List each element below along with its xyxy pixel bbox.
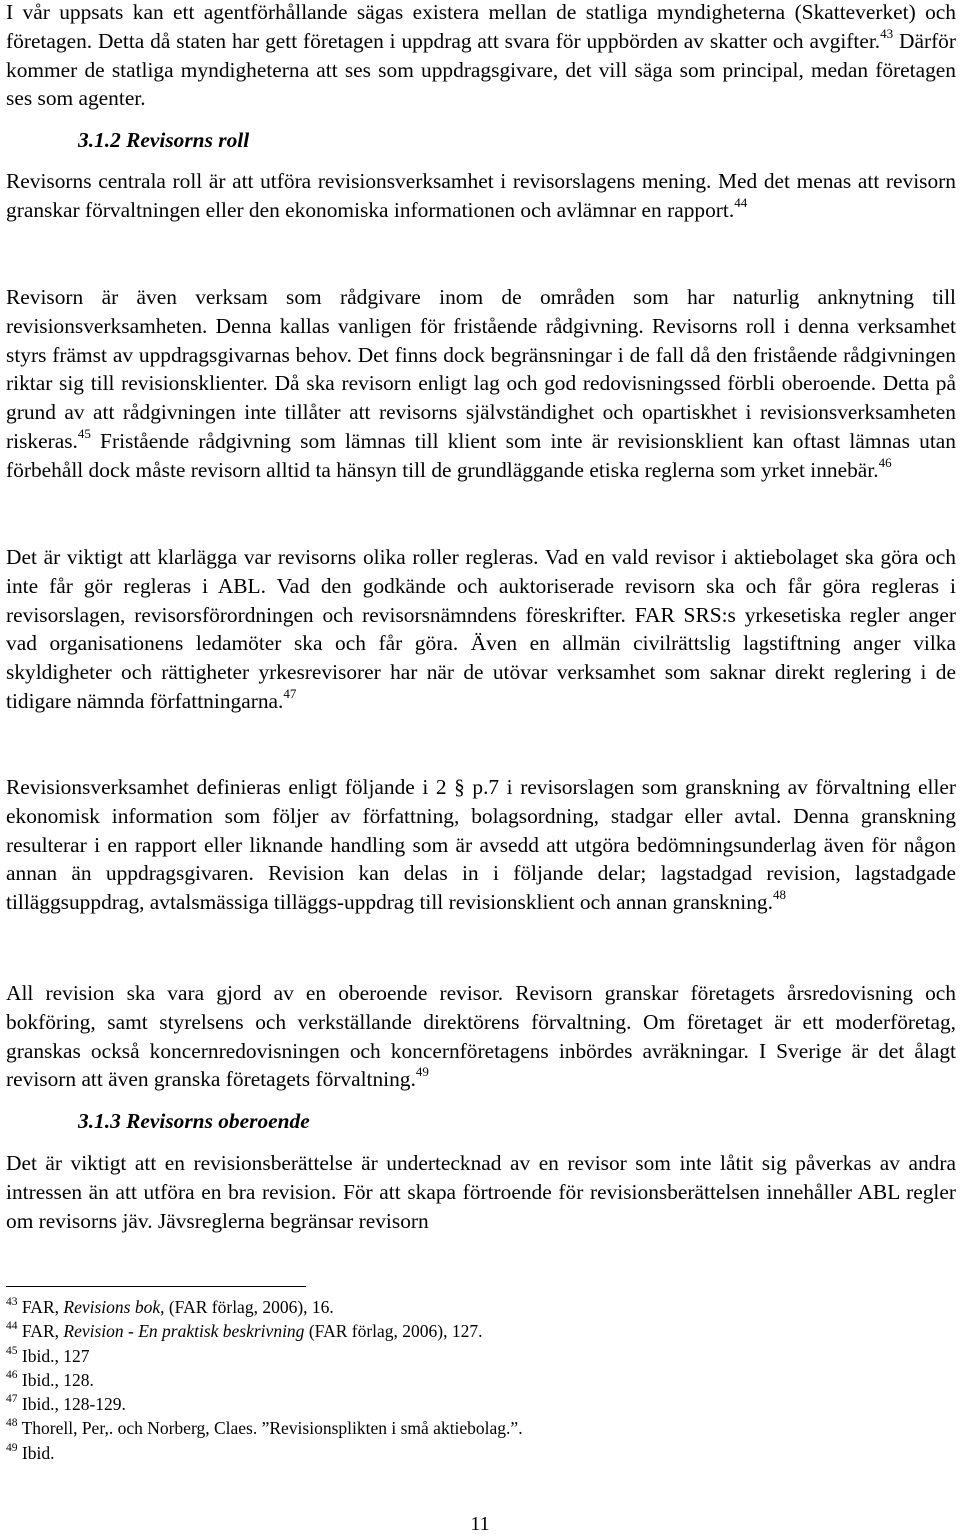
footnote: $^{49}$ Ibid. [6,1442,55,1463]
footnote: $^{47}$ Ibid., 128-129. [6,1393,126,1414]
footnote: $^{46}$ Ibid., 128. [6,1369,94,1390]
paragraph-agency: I vår uppsats kan ett agentförhållande sägas existera mellan de statliga myndigheterna (Skatteverket) och företagen. Detta då staten har gett företagen i uppdrag att svara för uppbörden av skatter och avgifter.$^{43}$ Därför kommer de statliga myndigheterna att ses som uppdragsgivare, det vill säga som principal, medan företagen ses som agenter. [6,0,957,111]
footnote-ref: 47 [283,685,297,701]
footnote: $^{48}$ Thorell, Per,. och Norberg, Claes. ”Revisionsplikten i små aktiebolag.”. [6,1417,523,1438]
footnote: $^{43}$ FAR, Revisions bok, (FAR förlag, 2006), 16. [6,1296,334,1317]
heading-revisorns-oberoende: 3.1.3 Revisorns oberoende [78,1109,310,1133]
footnote-ref: 49 [415,1064,429,1080]
paragraph-independent-revision: All revision ska vara gjord av en oberoende revisor. Revisorn granskar företagets årsredovisning och bokföring, samt styrelsens och verkställande direktörens förvaltning. Om företaget är ett moderföretag, granskas också koncernredovisningen och koncernföretagens inbördes avräkningar. I Sverige är det ålagt revisorn att även granska företagets förvaltning.$^{49}$ [6,981,956,1092]
footnote-ref: 48 [772,887,786,903]
paragraph-audit-report: Det är viktigt att en revisionsberättelse är undertecknad av en revisor som inte låtit sig påverkas av andra intressen än att utföra en bra revision. För att skapa förtroende för revisionsberättelsen innehåller ABL regler om revisorns jäv. Jävsreglerna begränsar revisorn [6,1151,956,1233]
footnote-ref: 44 [734,194,748,210]
heading-revisorns-roll: 3.1.2 Revisorns roll [78,128,250,152]
footnote-separator [6,1286,306,1287]
paragraph-advisor: Revisorn är även verksam som rådgivare inom de områden som har naturlig anknytning till revisionsverksamheten. Denna kallas vanligen för fristående rådgivning. Revisorns roll i denna verksamhet styrs främst av uppdragsgivarnas behov. Det finns dock begränsningar i de fall då den fristående rådgivningen riktar sig till revisionsklienter. Då ska revisorn enligt lag och god redovisningssed förbli oberoende. Detta på grund av att rådgivningen inte tillåter att revisorns självständighet och opartiskhet i revisionsverksamheten riskeras.$^{45}$ Fristående rådgivning som lämnas till klient som inte är revisionsklient kan oftast lämnas utan förbehåll dock måste revisorn alltid ta hänsyn till de grundläggande etiska reglerna som yrket innebär.$^{46}$ [6,285,956,482]
paragraph-roles-regulation: Det är viktigt att klarlägga var revisorns olika roller regleras. Vad en vald revisor i aktiebolaget ska göra och inte får gör regleras i ABL. Vad den godkände och auktoriserade revisorn ska och får göra regleras i revisorslagen, revisorsförordningen och revisorsnämndens föreskrifter. FAR SRS:s yrkesetiska regler anger vad organisationens ledamöter ska och får göra. Även en allmän civilrättslig lagstiftning anger vilka skyldigheter och rättigheter yrkesrevisorer har när de utövar verksamhet som saknar direkt reglering i de tidigare nämnda författningarna.$^{47}$ [6,545,956,713]
footnote-ref: 46 [878,454,892,470]
footnote: $^{45}$ Ibid., 127 [6,1345,90,1366]
footnote: $^{44}$ FAR, Revision - En praktisk beskrivning (FAR förlag, 2006), 127. [6,1320,483,1341]
page-number: 11 [470,1513,490,1535]
paragraph-definition: Revisionsverksamhet definieras enligt följande i 2 § p.7 i revisorslagen som granskning av förvaltning eller ekonomisk information som följer av författning, bolagsordning, stadgar eller avtal. Denna granskning resulterar i en rapport eller liknande handling som är avsedd att utgöra bedömningsunderlag även för någon annan än uppdragsgivaren. Revision kan delas in i följande delar; lagstadgad revision, lagstadgade tilläggsuppdrag, avtalsmässiga tilläggs-uppdrag till revisionsklient och annan granskning.$^{48}$ [6,775,956,915]
footnote-ref: 43 [880,25,894,41]
footnote-ref: 45 [77,425,91,441]
paragraph-central-role: Revisorns centrala roll är att utföra revisionsverksamhet i revisorslagens mening. Med det menas att revisorn granskar förvaltningen eller den ekonomiska informationen och avlämnar en rapport.$^{44}$ [6,169,956,222]
